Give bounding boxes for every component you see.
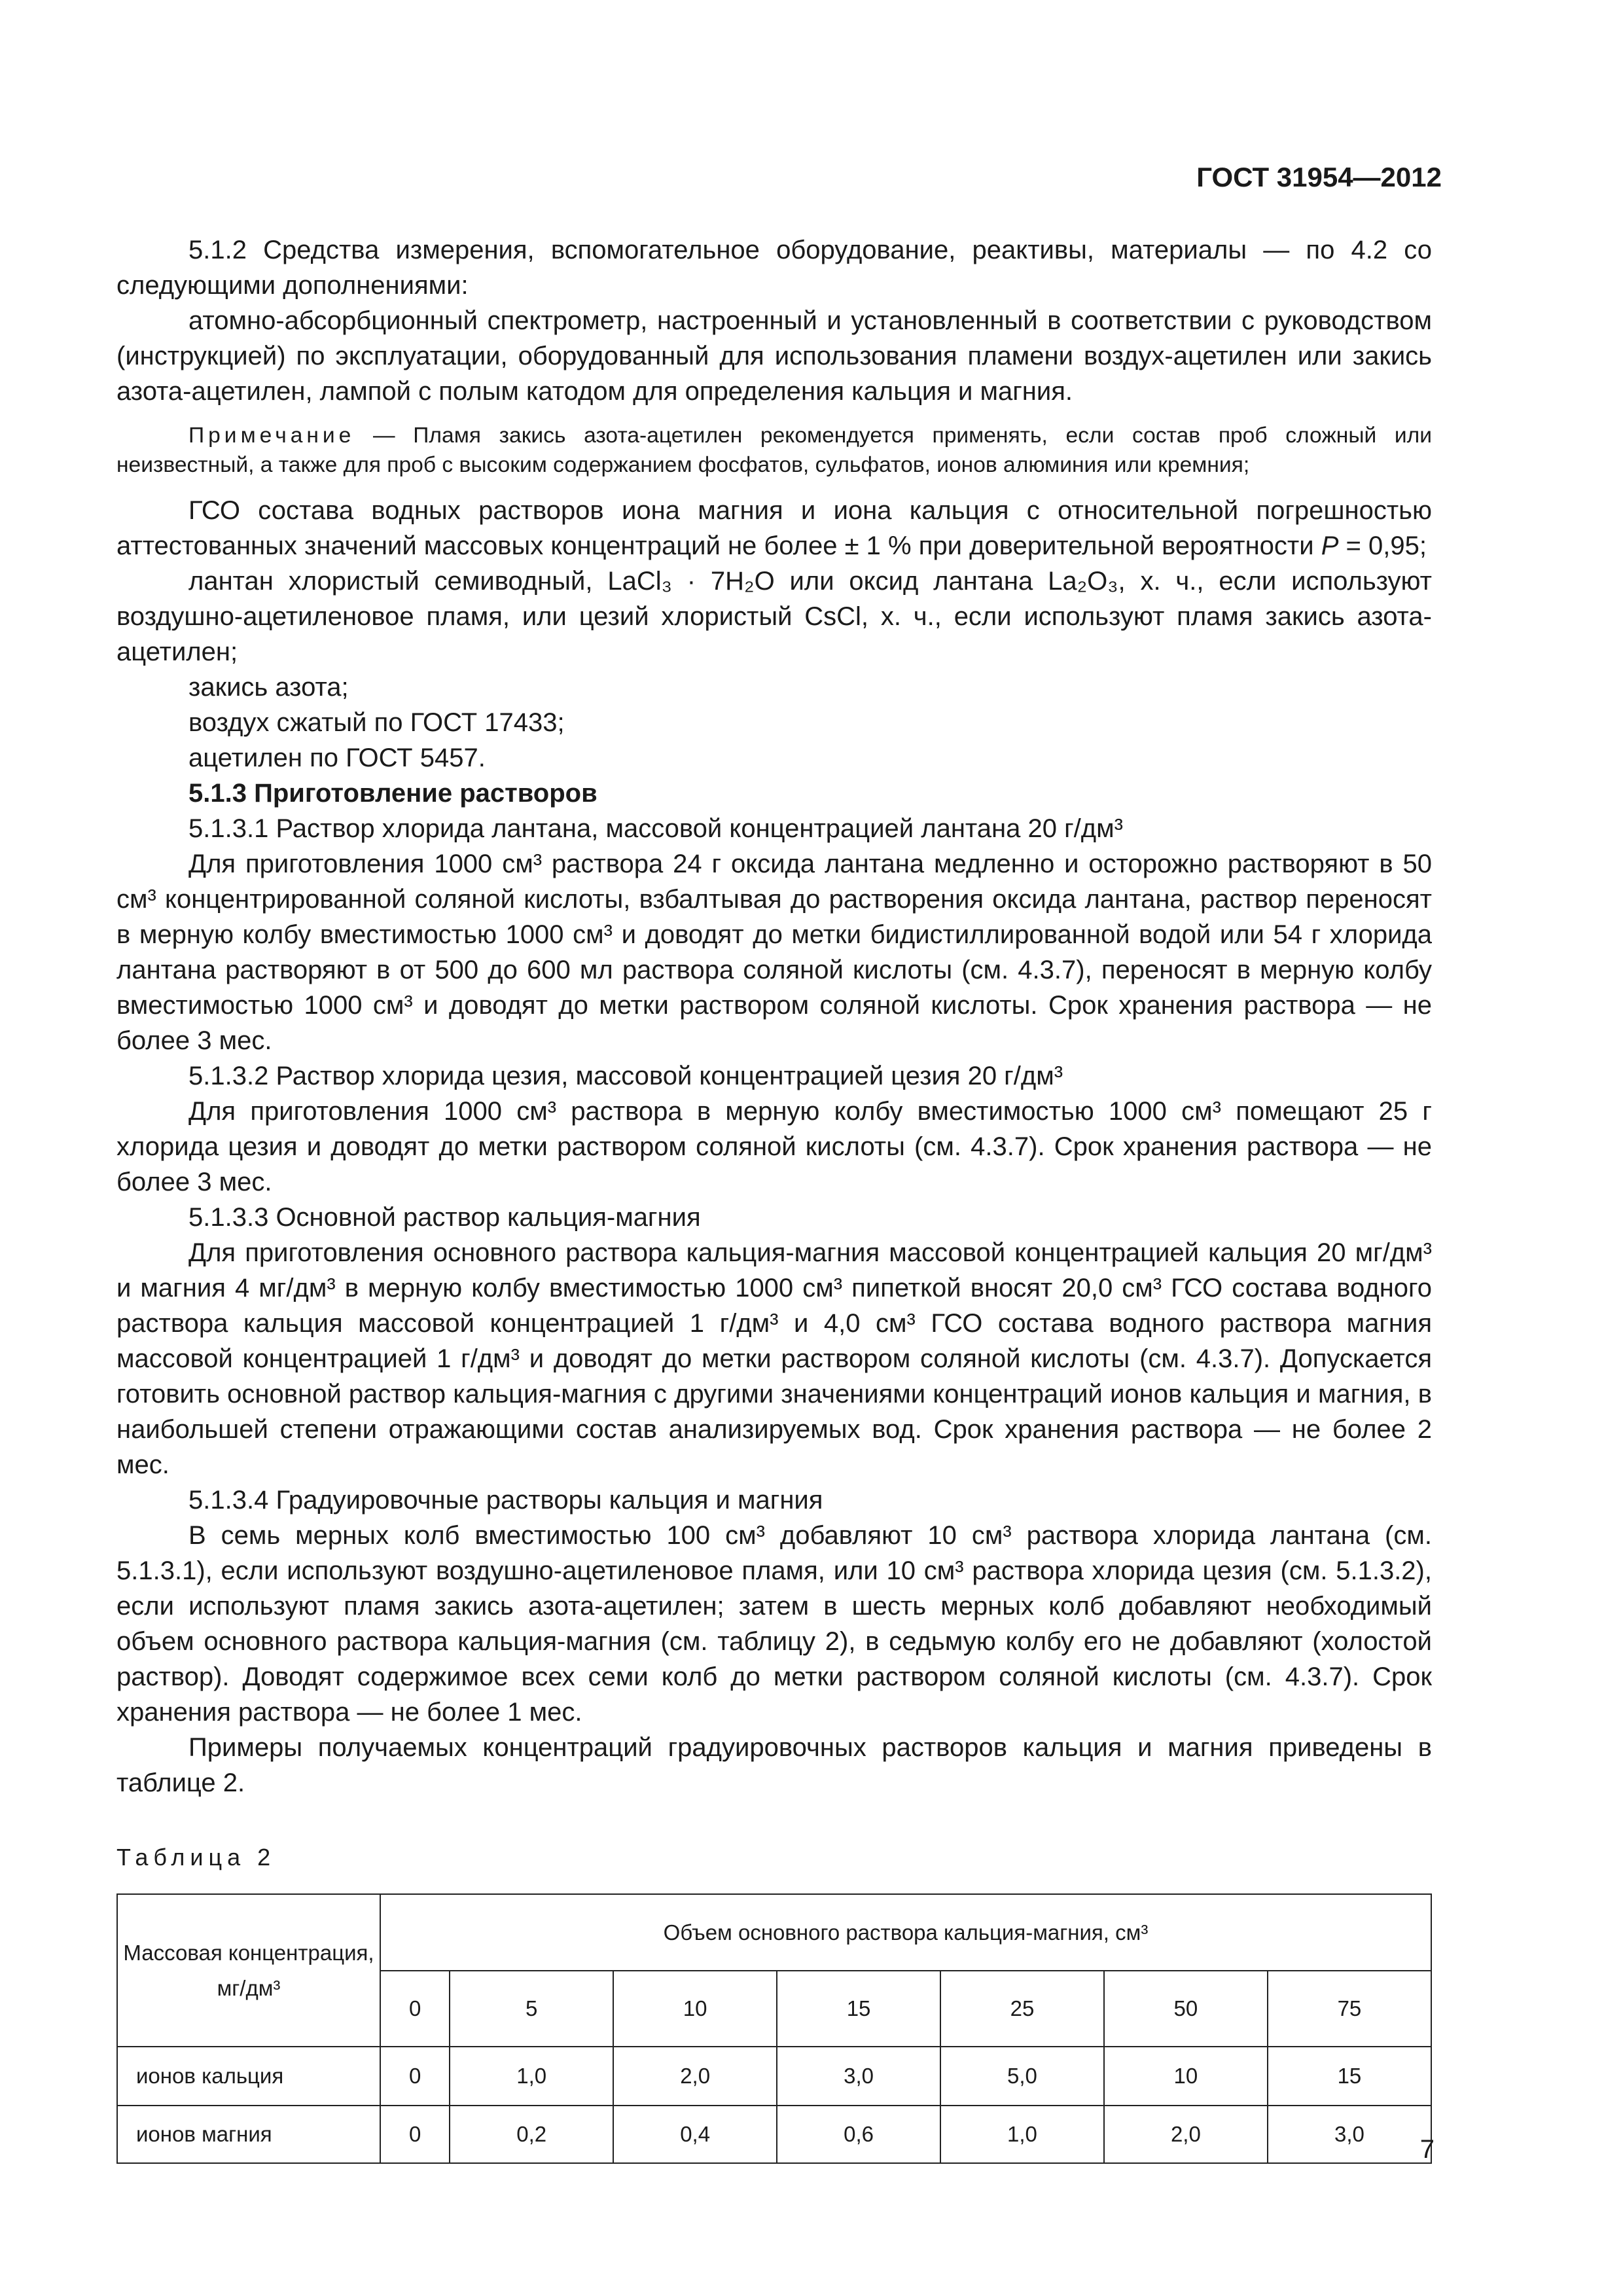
table-cell: 2,0 [1104, 2106, 1268, 2163]
table-row [117, 2106, 1431, 2163]
paragraph-lanthanum: лантан хлористый семиводный, LaCl₃ · 7H₂O или оксид лантана La₂O₃, х. ч., если используют воздушно-ацетиленовое пламя, или цезий хлористый CsCl, х. ч., если используют пламя закись азота-ацетилен; [116, 567, 1432, 666]
table-cell: 0,4 [613, 2106, 777, 2163]
subsection-5-1-3-3: 5.1.3.3 Основной раствор кальция-магния [188, 1203, 701, 1232]
column-header: 75 [1268, 1971, 1431, 2047]
probability-value: = 0,95; [1338, 531, 1427, 560]
table-cell: 3,0 [777, 2047, 940, 2106]
note-label: Примечание [188, 423, 355, 448]
group-header: Объем основного раствора кальция-магния, см³ [380, 1894, 1431, 1971]
table-cell: 15 [1268, 2047, 1431, 2106]
paragraph-acetylene: ацетилен по ГОСТ 5457. [188, 744, 486, 772]
table-cell: 0 [380, 2047, 450, 2106]
table-cell: 1,0 [450, 2047, 613, 2106]
paragraph-calibration: В семь мерных колб вместимостью 100 см³ добавляют 10 см³ раствора хлорида лантана (см. 5.1.3.1), если используют воздушно-ацетиленовое пламя, или 10 см³ раствора хлорида цезия (см. 5.1.3.2), если используют пламя закись азота-ацетилен; затем в шесть мерных колб добавляют необходимый объем основного раствора кальция-магния (см. таблицу 2), в седьмую колбу его не добавляют (холостой раствор). Доводят содержимое всех семи колб до метки раствором соляной кислоты (см. 4.3.7). Срок хранения раствора — не более 1 мес. [116, 1521, 1432, 1727]
probability-symbol: P [1321, 531, 1339, 560]
paragraph-5-1-2: 5.1.2 Средства измерения, вспомогательное оборудование, реактивы, материалы — по 4.2 со следующими дополнениями: [116, 236, 1432, 300]
table-cell: 2,0 [613, 2047, 777, 2106]
paragraph-gso [116, 493, 1432, 564]
column-header: 10 [613, 1971, 777, 2047]
paragraph-gso-text: ГСО состава водных растворов иона магния и иона кальция с относительной погрешностью аттестованных значений массовых концентраций не более ± 1 % при доверительной вероятности [116, 496, 1432, 560]
paragraph-examples: Примеры получаемых концентраций градуировочных растворов кальция и магния приведены в таблице 2. [116, 1733, 1432, 1797]
note-text: — Пламя закись азота-ацетилен рекомендуется применять, если состав проб сложный или неизвестный, а также для проб с высоким содержанием фосфатов, сульфатов, ионов алюминия или кремния; [116, 423, 1432, 477]
table-cell: 10 [1104, 2047, 1268, 2106]
column-header: 25 [940, 1971, 1104, 2047]
subsection-5-1-3-1: 5.1.3.1 Раствор хлорида лантана, массовой концентрацией лантана 20 г/дм³ [188, 814, 1123, 843]
table-cell: 0,2 [450, 2106, 613, 2163]
page-content [116, 232, 1432, 2164]
table-cell: 3,0 [1268, 2106, 1431, 2163]
column-header: 15 [777, 1971, 940, 2047]
subsection-5-1-3-4: 5.1.3.4 Градуировочные растворы кальция и магния [188, 1486, 823, 1515]
column-header: 50 [1104, 1971, 1268, 2047]
table-cell: 5,0 [940, 2047, 1104, 2106]
data-table [116, 1893, 1432, 2164]
table-cell: 0,6 [777, 2106, 940, 2163]
document-id: ГОСТ 31954—2012 [1196, 162, 1442, 192]
paragraph-spectrometer: атомно-абсорбционный спектрометр, настроенный и установленный в соответствии с руководством (инструкцией) по эксплуатации, оборудованный для использования пламени воздух-ацетилен или закись азота-ацетилен, лампой с полым катодом для определения кальция и магния. [116, 306, 1432, 406]
section-heading-5-1-3: 5.1.3 Приготовление растворов [188, 779, 597, 808]
paragraph-stock-solution: Для приготовления основного раствора кальция-магния массовой концентрацией кальция 20 мг/дм³ и магния 4 мг/дм³ в мерную колбу вместимостью 1000 см³ пипеткой вносят 20,0 см³ ГСО состава водного раствора кальция массовой концентрацией 1 г/дм³ и 4,0 см³ ГСО состава водного раствора магния массовой концентрацией 1 г/дм³ и доводят до метки раствором соляной кислоты (см. 4.3.7). Допускается готовить основной раствор кальция-магния с другими значениями концентраций ионов кальция и магния, в наибольшей степени отражающими состав анализируемых вод. Срок хранения раствора — не более 2 мес. [116, 1238, 1432, 1479]
paragraph-lanthanum-solution: Для приготовления 1000 см³ раствора 24 г оксида лантана медленно и осторожно растворяют в 50 см³ концентрированной соляной кислоты, взбалтывая до растворения оксида лантана, раствор переносят в мерную колбу вместимостью 1000 см³ и доводят до метки бидистиллированной водой или 54 г хлорида лантана растворяют в от 500 до 600 мл раствора соляной кислоты (см. 4.3.7), переносят в мерную колбу вместимостью 1000 см³ и доводят до метки раствором соляной кислоты. Срок хранения раствора — не более 3 мес. [116, 850, 1432, 1055]
table-cell: 1,0 [940, 2106, 1104, 2163]
table-row [117, 2047, 1431, 2106]
corner-header: Массовая концентрация, мг/дм³ [117, 1894, 380, 2047]
column-header: 5 [450, 1971, 613, 2047]
page-number: 7 [1419, 2135, 1435, 2164]
table-cell: 0 [380, 2106, 450, 2163]
table-caption: Таблица 2 [116, 1844, 276, 1871]
paragraph-nitrous-oxide: закись азота; [188, 673, 349, 702]
paragraph-air: воздух сжатый по ГОСТ 17433; [188, 708, 565, 737]
row-label: ионов магния [117, 2106, 380, 2163]
note [116, 421, 1432, 480]
paragraph-cesium-solution: Для приготовления 1000 см³ раствора в мерную колбу вместимостью 1000 см³ помещают 25 г хлорида цезия и доводят до метки раствором соляной кислоты (см. 4.3.7). Срок хранения раствора — не более 3 мес. [116, 1097, 1432, 1196]
row-label: ионов кальция [117, 2047, 380, 2106]
subsection-5-1-3-2: 5.1.3.2 Раствор хлорида цезия, массовой концентрацией цезия 20 г/дм³ [188, 1062, 1063, 1090]
column-header: 0 [380, 1971, 450, 2047]
